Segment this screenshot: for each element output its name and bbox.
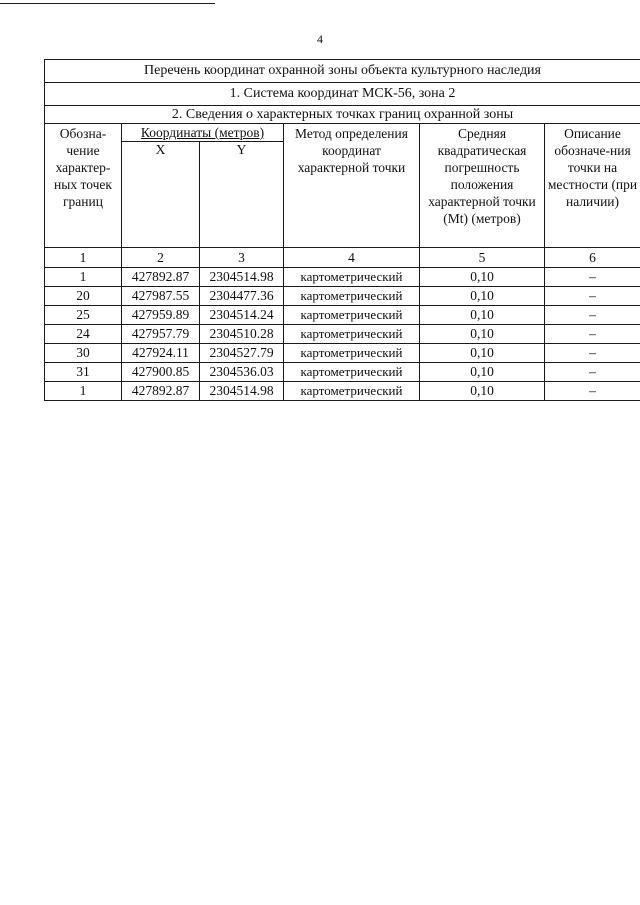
point-id-cell: 25 [45,306,122,325]
method-cell: картометрический [284,382,420,401]
header-coordinates: Координаты (метров) [122,124,284,142]
y-coordinate-cell: 2304527.79 [200,344,284,363]
coordinate-system: 1. Система координат МСК-56, зона 2 [45,83,640,106]
method-cell: картометрический [284,287,420,306]
description-cell: – [545,268,640,287]
y-coordinate-cell: 2304536.03 [200,363,284,382]
column-number: 3 [200,248,284,268]
column-numbers-row [45,248,640,268]
x-coordinate-cell: 427924.11 [122,344,200,363]
table-row [45,287,640,306]
table-title: Перечень координат охранной зоны объекта культурного наследия [45,60,640,83]
description-cell: – [545,325,640,344]
method-cell: картометрический [284,268,420,287]
section-row [45,106,640,124]
header-designation: Обозна-чение характер-ных точек границ [45,124,122,248]
error-cell: 0,10 [420,287,545,306]
method-cell: картометрический [284,344,420,363]
error-cell: 0,10 [420,306,545,325]
column-number: 2 [122,248,200,268]
page-number: 4 [317,32,323,46]
coordinates-table [44,59,640,401]
table-row [45,268,640,287]
x-coordinate-cell: 427900.85 [122,363,200,382]
coordinate-system-row [45,83,640,106]
point-id-cell: 1 [45,268,122,287]
table-row [45,344,640,363]
x-coordinate-cell: 427987.55 [122,287,200,306]
table-title-row [45,60,640,83]
table-row [45,325,640,344]
x-coordinate-cell: 427892.87 [122,268,200,287]
point-id-cell: 30 [45,344,122,363]
column-number: 5 [420,248,545,268]
description-cell: – [545,306,640,325]
header-row-1 [45,124,640,142]
column-number: 4 [284,248,420,268]
column-number: 6 [545,248,640,268]
point-id-cell: 31 [45,363,122,382]
table-row [45,363,640,382]
y-coordinate-cell: 2304514.24 [200,306,284,325]
header-error: Средняя квадратическая погрешность положения характерной точки (Mt) (метров) [420,124,545,248]
description-cell: – [545,344,640,363]
error-cell: 0,10 [420,344,545,363]
section-title: 2. Сведения о характерных точках границ охранной зоны [45,106,640,124]
point-id-cell: 20 [45,287,122,306]
header-description: Описание обозначе-ния точки на местности (при наличии) [545,124,640,248]
header-x: X [122,142,200,248]
x-coordinate-cell: 427959.89 [122,306,200,325]
description-cell: – [545,382,640,401]
description-cell: – [545,363,640,382]
column-number: 1 [45,248,122,268]
table-row [45,382,640,401]
description-cell: – [545,287,640,306]
header-method: Метод определения координат характерной точки [284,124,420,248]
method-cell: картометрический [284,306,420,325]
error-cell: 0,10 [420,382,545,401]
error-cell: 0,10 [420,268,545,287]
error-cell: 0,10 [420,363,545,382]
point-id-cell: 1 [45,382,122,401]
table-row [45,306,640,325]
y-coordinate-cell: 2304510.28 [200,325,284,344]
method-cell: картометрический [284,363,420,382]
header-y: Y [200,142,284,248]
point-id-cell: 24 [45,325,122,344]
y-coordinate-cell: 2304477.36 [200,287,284,306]
y-coordinate-cell: 2304514.98 [200,382,284,401]
x-coordinate-cell: 427892.87 [122,382,200,401]
x-coordinate-cell: 427957.79 [122,325,200,344]
error-cell: 0,10 [420,325,545,344]
y-coordinate-cell: 2304514.98 [200,268,284,287]
method-cell: картометрический [284,325,420,344]
top-rule [0,3,215,4]
